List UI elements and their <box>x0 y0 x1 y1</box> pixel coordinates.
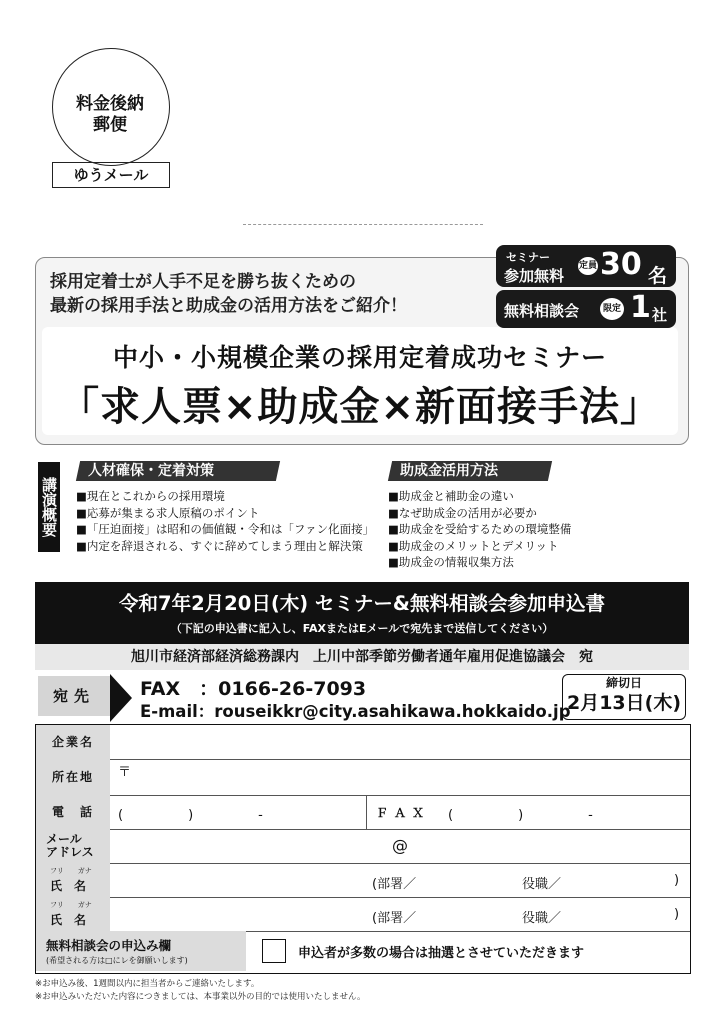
consult-checkbox[interactable] <box>262 939 286 963</box>
outline-label: 講演概要 <box>38 462 60 552</box>
address-row <box>36 759 690 796</box>
email-address[interactable]: E-mail：rouseikkr@city.asahikawa.hokkaido.jp <box>140 702 571 721</box>
list-item: ■応募が集まる求人原稿のポイント <box>76 505 260 520</box>
footnote-1: ※お申込み後、1週間以内に担当者からご連絡いたします。 <box>35 979 260 989</box>
email-row <box>36 829 690 864</box>
badge-seminar-line1: セミナー <box>506 251 550 264</box>
intro-line-2: 最新の採用手法と助成金の活用方法をご紹介！ <box>50 296 407 316</box>
email-label: メール アドレス <box>36 829 110 863</box>
position-field-1[interactable]: 役職／ <box>522 877 562 892</box>
phone-row <box>36 795 690 830</box>
deadline-box <box>562 674 686 720</box>
list-item: ■「圧迫面接」は昭和の価値観・令和は「ファン化面接」 <box>76 522 375 536</box>
addressee: 旭川市経済部経済総務課内 上川中部季節労働者通年雇用促進協議会 宛 <box>35 644 689 670</box>
close-paren: ) <box>674 873 680 888</box>
name-label-2: フリ ガナ 氏 名 <box>36 897 110 931</box>
free-seminar-badge <box>496 245 676 287</box>
left-section-heading: 人材確保・定着対策 <box>76 461 280 481</box>
badge-seminar-line2: 参加無料 <box>504 267 565 285</box>
company-label: 企業名 <box>36 725 110 759</box>
limit-pill: 限定 <box>600 298 624 320</box>
consult-text: 申込者が多数の場合は抽選とさせていただきます <box>298 946 585 961</box>
arrow-right-icon <box>110 674 132 722</box>
position-field-2[interactable]: 役職／ <box>522 911 562 926</box>
cut-line <box>243 224 483 225</box>
destination-label: 宛先 <box>38 676 110 716</box>
company-field[interactable] <box>110 725 690 759</box>
postal-mark <box>62 94 158 136</box>
address-label: 所在地 <box>36 759 110 795</box>
limit-number: 1 <box>630 290 651 325</box>
dept-field-1[interactable]: (部署／ <box>372 877 417 892</box>
fax-field[interactable]: ( ) - <box>448 808 593 823</box>
intro-line-1: 採用定着士が人手不足を勝ち抜くための <box>50 272 356 292</box>
consult-label: 無料相談会 <box>504 302 580 320</box>
postal-code-mark: 〒 <box>118 765 132 780</box>
name-label-1: フリ ガナ 氏 名 <box>36 863 110 897</box>
list-item: ■助成金の情報収集方法 <box>388 555 514 569</box>
yumail-label: ゆうメール <box>52 162 170 188</box>
capacity-pill: 定員 <box>578 257 598 275</box>
close-paren: ) <box>674 907 680 922</box>
consult-label-cell: 無料相談会の申込み欄 (希望される方は□にレを御願いします) <box>36 931 246 971</box>
right-item-list <box>388 488 571 571</box>
form-header <box>35 582 689 644</box>
address-field[interactable] <box>110 759 690 795</box>
headline-intro <box>50 270 407 318</box>
free-consultation-badge <box>496 290 676 328</box>
list-item: ■助成金のメリットとデメリット <box>388 538 559 553</box>
form-title: 令和7年2月20日(木) セミナー&無料相談会参加申込書 <box>119 592 605 615</box>
seminar-title: 中小・小規模企業の採用定着成功セミナー <box>112 343 607 372</box>
consult-row <box>36 931 690 971</box>
dept-field-2[interactable]: (部署／ <box>372 911 417 926</box>
list-item: ■なぜ助成金の活用が必要か <box>388 505 537 520</box>
list-item: ■内定を辞退される、すぐに辞めてしまう理由と解決策 <box>76 538 363 553</box>
application-form-grid <box>35 724 691 974</box>
email-field[interactable]: @ <box>392 836 408 855</box>
right-section-heading: 助成金活用方法 <box>388 461 552 481</box>
list-item: ■助成金を受給するための環境整備 <box>388 522 572 536</box>
left-item-list <box>76 488 374 554</box>
company-row <box>36 725 690 760</box>
footnote-2: ※お申込みいただいた内容につきましては、本事業以外の目的では使用いたしません。 <box>35 992 366 1002</box>
postal-mark-line2: 郵便 <box>93 115 127 135</box>
deadline-date: 2月13日(木) <box>566 692 682 714</box>
fax-label: ＦＡＸ <box>376 806 431 820</box>
fax-number: FAX ：0166-26-7093 <box>140 678 367 700</box>
name-row-2 <box>36 897 690 932</box>
phone-label: 電 話 <box>36 795 110 829</box>
phone-field[interactable]: ( ) - <box>118 808 263 823</box>
capacity-number: 30 <box>600 247 642 282</box>
deadline-label: 締切日 <box>605 676 642 690</box>
name-row-1 <box>36 863 690 898</box>
capacity-unit: 名 <box>648 265 668 287</box>
postal-mark-line1: 料金後納 <box>76 94 144 114</box>
seminar-main-title: 「求人票×助成金×新面接手法」 <box>58 384 662 430</box>
list-item: ■助成金と補助金の違い <box>388 489 514 503</box>
list-item: ■現在とこれからの採用環境 <box>76 489 225 503</box>
limit-unit: 社 <box>652 306 668 324</box>
form-subtitle: （下記の申込書に記入し、FAXまたはEメールで宛先まで送信してください） <box>170 622 554 635</box>
